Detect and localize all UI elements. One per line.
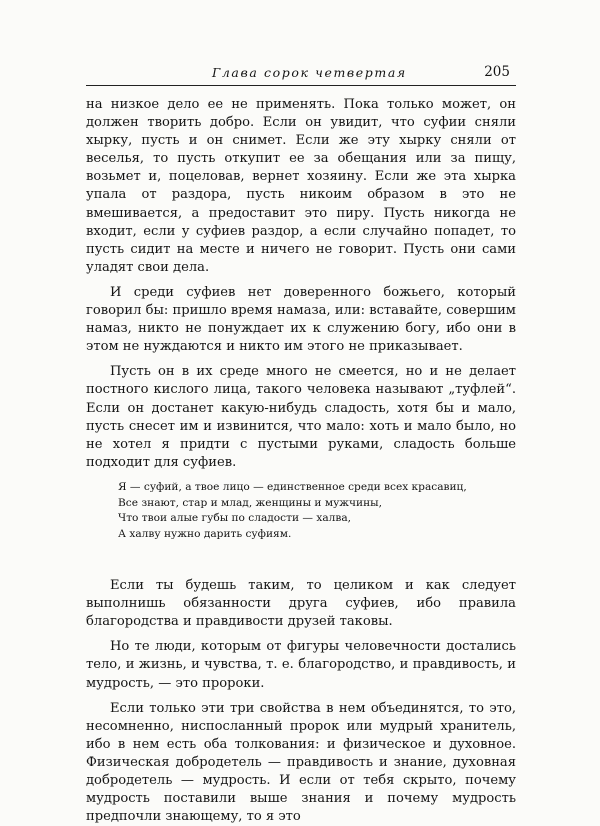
page-body — [86, 96, 516, 826]
poem-line: Что твои алые губы по сладости — халва, — [118, 512, 352, 525]
paragraph: И среди суфиев нет доверенного божьего, который говорил бы: пришло время намаза, или: вставайте, совершим намаз, никто не понуждает их к служению богу, ибо они в этом не нуждаются и никто им этого не приказывает. — [86, 284, 516, 355]
running-header — [86, 64, 516, 86]
paragraph: Если только эти три свойства в нем объединятся, то это, несомненно, ниспосланный пророк или мудрый хранитель, ибо в нем есть оба толкования: и физическое и духовное. Физическая добродетель — правдивость и знание, духовная добродетель — мудрость. И если от тебя скрыто, почему мудрость поставили выше знания и почему мудрость предпочли знающему, то я это — [86, 700, 516, 825]
poem-line: Все знают, стар и млад, женщины и мужчины, — [118, 496, 382, 509]
paragraph: Если ты будешь таким, то целиком и как следует выполнишь обязанности друга суфиев, ибо правила благородства и правдивости друзей таковы. — [86, 578, 516, 630]
poem-line: Я — суфий, а твое лицо — единственное среди всех красавиц, — [118, 480, 467, 493]
poem — [118, 480, 516, 543]
header-rule — [86, 85, 516, 86]
chapter-title: Глава сорок четвертая — [212, 65, 407, 80]
paragraph: Но те люди, которым от фигуры человечности достались тело, и жизнь, и чувства, т. е. благородство, и правдивость, и мудрость, — это пророки. — [86, 639, 516, 691]
poem-line: А халву нужно дарить суфиям. — [118, 528, 292, 541]
page-number: 205 — [484, 64, 510, 80]
paragraph-continued: на низкое дело ее не применять. Пока только может, он должен творить добро. Если он увидит, что суфии сняли хырку, пусть и он снимет. Если же эту хырку сняли от веселья, то пусть откупит ее за обещания или за пищу, возьмет и, поцеловав, вернет хозяину. Если же эта хырка упала от раздора, пусть никоим образом в это не вмешивается, а предоставит это пиру. Пусть никогда не входит, если у суфиев раздор, а если случайно попадет, то пусть сидит на месте и ничего не говорит. Пусть они сами уладят свои дела. — [86, 97, 516, 275]
paragraph: Пусть он в их среде много не смеется, но и не делает постного кислого лица, такого человека называют „туфлей“. Если он достанет какую-нибудь сладость, хотя бы и мало, пусть снесет им и извинится, что мало: хоть и мало было, но не хотел я придти с пустыми руками, сладость больше подходит для суфиев. — [86, 364, 516, 470]
